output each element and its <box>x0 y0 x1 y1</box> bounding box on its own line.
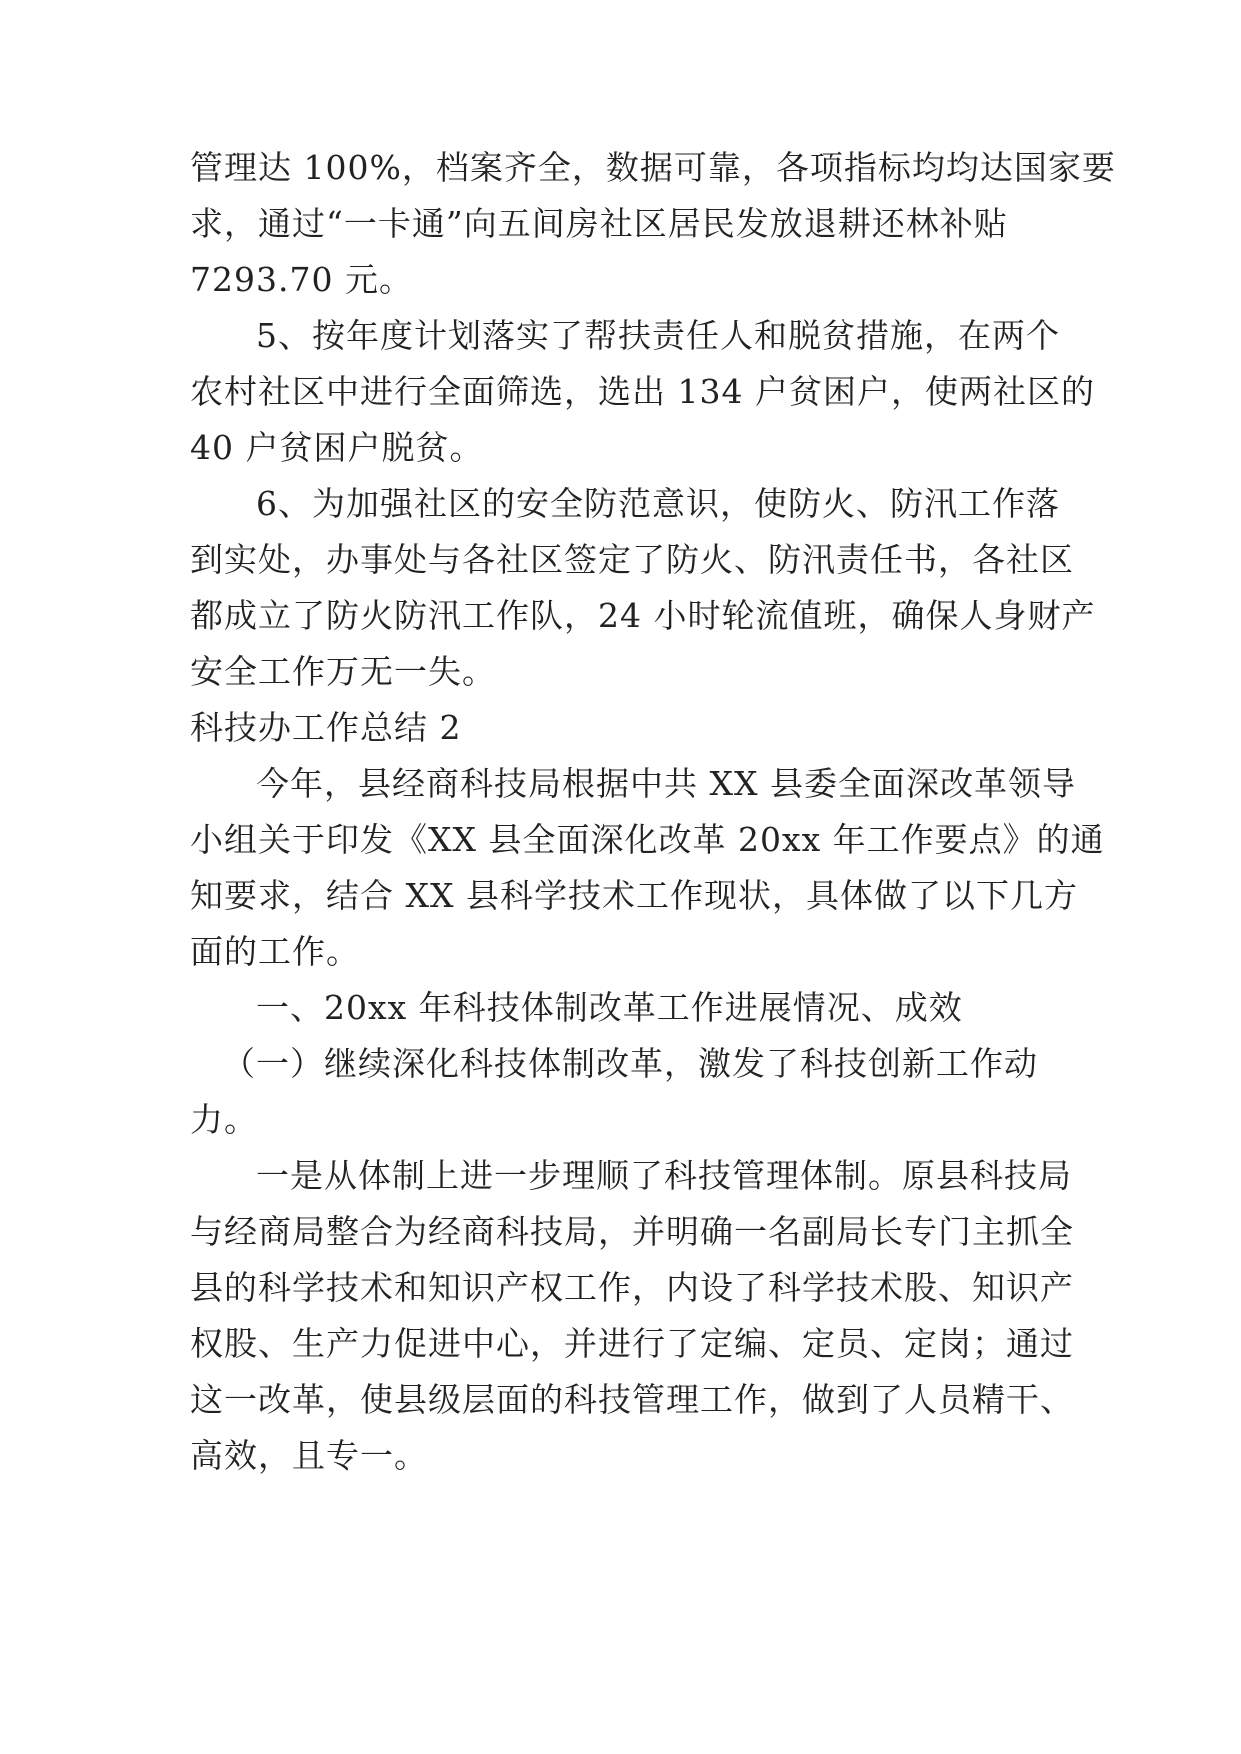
text-line: 力。 <box>190 1100 258 1139</box>
paragraph-line: 一是从体制上进一步理顺了科技管理体制。原县科技局 <box>256 1156 1072 1195</box>
section-heading: 科技办工作总结 2 <box>190 708 462 747</box>
text-line: 高效，且专一。 <box>190 1436 428 1475</box>
text-line: 安全工作万无一失。 <box>190 652 496 691</box>
text-line: 面的工作。 <box>190 932 360 971</box>
text-line: 小组关于印发《XX 县全面深化改革 20xx 年工作要点》的通 <box>190 820 1105 859</box>
text-line: 都成立了防火防汛工作队，24 小时轮流值班，确保人身财产 <box>190 596 1096 635</box>
text-line: 管理达 100%，档案齐全，数据可靠，各项指标均均达国家要 <box>190 148 1116 187</box>
text-line: 求，通过“一卡通”向五间房社区居民发放退耕还林补贴 <box>190 204 1008 243</box>
paragraph-line: 5、按年度计划落实了帮扶责任人和脱贫措施，在两个 <box>256 316 1060 355</box>
text-line: 县的科学技术和知识产权工作，内设了科学技术股、知识产 <box>190 1268 1074 1307</box>
text-line: 与经商局整合为经商科技局，并明确一名副局长专门主抓全 <box>190 1212 1074 1251</box>
text-line: 40 户贫困户脱贫。 <box>190 428 484 467</box>
subheading: （一）继续深化科技体制改革，激发了科技创新工作动 <box>222 1044 1038 1083</box>
text-line: 7293.70 元。 <box>190 260 413 299</box>
subheading: 一、20xx 年科技体制改革工作进展情况、成效 <box>256 988 963 1027</box>
paragraph-line: 6、为加强社区的安全防范意识，使防火、防汛工作落 <box>256 484 1060 523</box>
text-line: 权股、生产力促进中心，并进行了定编、定员、定岗；通过 <box>190 1324 1074 1363</box>
text-line: 到实处，办事处与各社区签定了防火、防汛责任书，各社区 <box>190 540 1074 579</box>
text-line: 知要求，结合 XX 县科学技术工作现状，具体做了以下几方 <box>190 876 1078 915</box>
text-line: 农村社区中进行全面筛选，选出 134 户贫困户，使两社区的 <box>190 372 1095 411</box>
text-line: 这一改革，使县级层面的科技管理工作，做到了人员精干、 <box>190 1380 1074 1419</box>
paragraph-line: 今年，县经商科技局根据中共 XX 县委全面深改革领导 <box>256 764 1076 803</box>
